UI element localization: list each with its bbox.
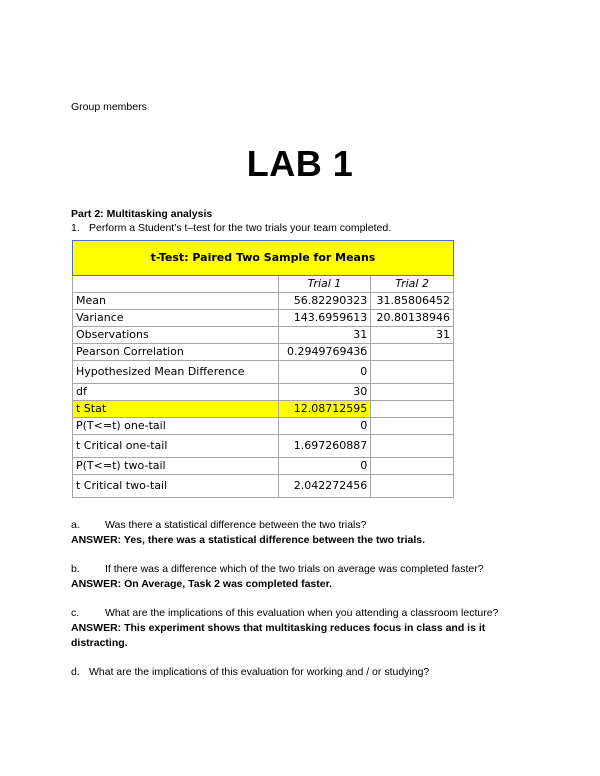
row-label: P(T<=t) two-tail xyxy=(73,458,279,475)
table-row-t-crit-two-tail xyxy=(73,475,454,498)
table-row-t-crit-one-tail xyxy=(73,435,454,458)
question-d-letter: d. xyxy=(71,666,80,678)
trial2-value xyxy=(371,475,454,498)
row-label: t Stat xyxy=(73,401,279,418)
table-row-mean xyxy=(73,293,454,310)
ttest-title-row xyxy=(73,241,454,276)
trial1-value: 56.82290323 xyxy=(278,293,371,310)
trial1-value: 30 xyxy=(278,384,371,401)
trial2-value xyxy=(371,401,454,418)
trial2-value xyxy=(371,384,454,401)
trial2-value xyxy=(371,418,454,435)
question-1-number: 1. xyxy=(71,222,80,234)
row-label: Mean xyxy=(73,293,279,310)
trial2-value: 20.80138946 xyxy=(371,310,454,327)
table-row-p-two-tail xyxy=(73,458,454,475)
question-a-text: Was there a statistical difference between the two trials? xyxy=(105,519,367,531)
page-title: LAB 1 xyxy=(246,143,354,184)
trial1-value: 0 xyxy=(278,361,371,384)
header-cell-trial1: Trial 1 xyxy=(278,276,371,293)
ttest-table xyxy=(72,240,454,498)
table-row-p-one-tail xyxy=(73,418,454,435)
table-row-observations xyxy=(73,327,454,344)
row-label: t Critical one-tail xyxy=(73,435,279,458)
table-row-variance xyxy=(73,310,454,327)
question-c-letter: c. xyxy=(71,607,80,619)
answer-c: ANSWER: This experiment shows that multitasking reduces focus in class and is it distracting. xyxy=(71,622,486,649)
header-cell-blank xyxy=(73,276,279,293)
question-d-text: What are the implications of this evaluation for working and / or studying? xyxy=(89,666,430,678)
row-label: Variance xyxy=(73,310,279,327)
answer-a: ANSWER: Yes, there was a statistical difference between the two trials. xyxy=(71,534,426,546)
table-header-row xyxy=(73,276,454,293)
question-c-text: What are the implications of this evaluation when you attending a classroom lecture? xyxy=(105,607,499,619)
trial1-value: 0.294976943б xyxy=(278,344,371,361)
trial1-value: 0 xyxy=(278,418,371,435)
trial2-value xyxy=(371,458,454,475)
trial2-value xyxy=(371,344,454,361)
ttest-title: t-Test: Paired Two Sample for Means xyxy=(73,241,454,276)
table-row-df xyxy=(73,384,454,401)
table-row-pearson xyxy=(73,344,454,361)
question-b-letter: b. xyxy=(71,563,80,575)
trial2-value xyxy=(371,435,454,458)
trial2-value: 31 xyxy=(371,327,454,344)
trial1-value: 1.697260887 xyxy=(278,435,371,458)
row-label: t Critical two-tail xyxy=(73,475,279,498)
row-label: Pearson Correlation xyxy=(73,344,279,361)
question-d xyxy=(71,666,429,678)
trial1-value: 143.6959613 xyxy=(278,310,371,327)
trial1-value: 0 xyxy=(278,458,371,475)
trial1-value: 31 xyxy=(278,327,371,344)
table-row-tstat xyxy=(73,401,454,418)
row-label: P(T<=t) one-tail xyxy=(73,418,279,435)
question-1 xyxy=(71,222,391,234)
trial2-value: 31.85806452 xyxy=(371,293,454,310)
row-label: Hypothesized Mean Difference xyxy=(73,361,279,384)
row-label: Observations xyxy=(73,327,279,344)
question-a-letter: a. xyxy=(71,519,80,531)
question-1-text: Perform a Student’s t–test for the two trials your team completed. xyxy=(89,222,392,234)
trial1-value: 12.08712595 xyxy=(278,401,371,418)
trial2-value xyxy=(371,361,454,384)
question-b-text: If there was a difference which of the two trials on average was completed faster? xyxy=(105,563,484,575)
part-heading: Part 2: Multitasking analysis xyxy=(71,208,213,220)
question-b xyxy=(71,563,484,575)
trial1-value: 2.042272456 xyxy=(278,475,371,498)
group-members-label: Group members xyxy=(71,101,147,113)
answer-b: ANSWER: On Average, Task 2 was completed faster. xyxy=(71,578,333,590)
row-label: df xyxy=(73,384,279,401)
question-a xyxy=(71,519,366,531)
question-c xyxy=(71,607,498,619)
table-row-hypothesized xyxy=(73,361,454,384)
header-cell-trial2: Trial 2 xyxy=(371,276,454,293)
